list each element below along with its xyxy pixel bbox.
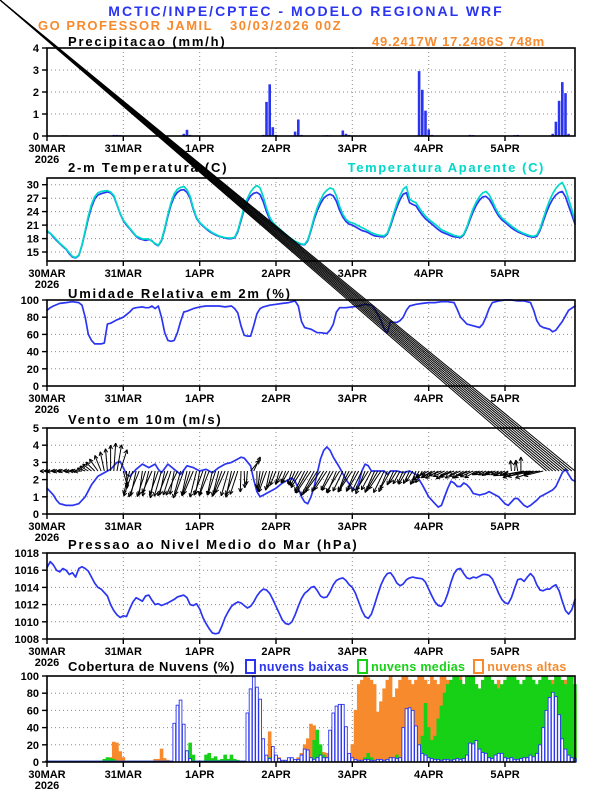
panel-rh-title: Umidade Relativa em 2m (%): [68, 286, 292, 301]
cloud-bar: [335, 706, 338, 762]
x-tick-label: 30MAR: [28, 769, 66, 781]
cloud-bar: [256, 687, 259, 762]
cloud-bar: [408, 708, 411, 762]
cloud-bar: [437, 719, 440, 762]
x-tick-label: 4APR: [414, 769, 444, 781]
cloud-bar: [383, 689, 386, 762]
cloud-bar: [536, 685, 539, 762]
series-aparente: [47, 183, 575, 258]
x-tick-label: 31MAR: [104, 769, 142, 781]
x-tick-label: 2APR: [261, 646, 291, 658]
station-coordinates: 49.2417W 17.2486S 748m: [372, 34, 545, 49]
cloud-bar: [354, 710, 357, 762]
x-tick-label: 31MAR: [104, 143, 142, 155]
y-tick-label: 1018: [14, 548, 39, 560]
wind-arrow-head: [175, 491, 176, 495]
cloud-bar: [265, 755, 268, 762]
y-tick-label: 24: [26, 206, 39, 219]
wind-arrow-head: [173, 494, 174, 498]
panel-wind-title: Vento em 10m (m/s): [68, 412, 223, 427]
precip-bar: [561, 82, 564, 136]
cloud-bar: [389, 676, 392, 762]
cloud-bar: [523, 680, 526, 762]
mid-clouds-legend-swatch: [357, 659, 368, 674]
x-tick-label: 3APR: [337, 143, 367, 155]
cloud-bar: [367, 678, 370, 762]
x-tick-label: 3APR: [337, 769, 367, 781]
cloud-bar: [116, 743, 119, 762]
precip-bar: [558, 101, 561, 136]
cloud-bar: [332, 713, 335, 762]
cloud-bar: [466, 676, 469, 762]
precip-bar: [272, 127, 275, 136]
cloud-bar: [532, 680, 535, 762]
cloud-bar: [303, 749, 306, 762]
cloud-bar: [373, 685, 376, 762]
x-tick-label: 1APR: [185, 521, 215, 533]
low-clouds-legend-label: nuvens baixas: [259, 659, 350, 674]
cloud-bar: [300, 755, 303, 762]
wind-arrow-head: [90, 459, 91, 463]
cloud-bar: [504, 680, 507, 762]
cloud-bar: [494, 685, 497, 762]
y-tick-label: 4: [32, 43, 39, 55]
cloud-bar: [475, 741, 478, 763]
wind-arrow-head: [508, 477, 512, 478]
clouds-legend: [245, 659, 567, 674]
wind-arrow-head: [127, 450, 128, 454]
y-tick-label: 1: [32, 109, 39, 121]
cloud-bar: [481, 680, 484, 762]
y-tick-label: 18: [26, 233, 39, 246]
series-mslp: [47, 562, 575, 634]
cloud-bar: [252, 677, 255, 762]
cloud-bar: [494, 755, 497, 762]
x-tick-label: 4APR: [414, 393, 444, 405]
cloud-bar: [453, 676, 456, 762]
y-tick-label: 1: [32, 491, 39, 504]
cloud-bar: [182, 724, 185, 762]
wind-arrow-head: [104, 449, 106, 453]
cloud-bar: [307, 750, 310, 762]
cloud-bar: [434, 736, 437, 762]
x-tick-label: 3APR: [337, 268, 367, 280]
cloud-bar: [485, 753, 488, 762]
x-tick-label: 30MAR: [28, 268, 66, 280]
cloud-bar: [275, 755, 278, 762]
wind-arrow-head: [122, 445, 123, 449]
cloud-bar: [262, 739, 265, 762]
wind-arrow-head: [287, 480, 288, 484]
wind-arrow: [230, 471, 238, 494]
cloud-bar: [516, 680, 519, 762]
cloud-bar: [462, 685, 465, 762]
precip-bar: [564, 93, 567, 136]
mid-clouds-legend-label: nuvens medias: [371, 659, 466, 674]
low-clouds-legend-swatch: [245, 659, 256, 674]
clouds-plot: [21, 671, 577, 792]
x-tick-label: 1APR: [185, 268, 215, 280]
wind-arrow-head: [482, 475, 486, 476]
x-tick-label: 4APR: [414, 143, 444, 155]
cloud-bar: [319, 755, 322, 762]
cloud-bar: [361, 680, 364, 762]
cloud-bar: [342, 704, 345, 762]
precip-bar: [424, 111, 427, 136]
wind-arrow: [199, 471, 206, 495]
cloud-bar: [338, 704, 341, 762]
cloud-bar: [160, 749, 163, 762]
temp-plot: [27, 178, 575, 291]
cloud-bar: [399, 680, 402, 762]
x-tick-label: 2APR: [261, 769, 291, 781]
x-axis-year-label: 2026: [34, 154, 60, 166]
x-tick-label: 31MAR: [104, 393, 142, 405]
y-tick-label: 60: [26, 705, 39, 718]
y-tick-label: 1008: [14, 634, 39, 646]
x-tick-label: 31MAR: [104, 646, 142, 658]
x-axis-year-label: 2026: [34, 532, 60, 544]
y-tick-label: 30: [26, 179, 39, 192]
cloud-bar: [497, 689, 500, 762]
cloud-bar: [561, 739, 564, 762]
cloud-bar: [440, 706, 443, 762]
y-tick-label: 4: [32, 440, 39, 453]
y-tick-label: 0: [32, 381, 39, 393]
precip-bar: [297, 120, 300, 137]
cloud-bar: [405, 709, 408, 762]
x-tick-label: 5APR: [490, 769, 520, 781]
x-tick-label: 3APR: [337, 521, 367, 533]
y-tick-label: 15: [26, 247, 39, 259]
wind-arrow-head: [154, 492, 155, 496]
cloud-bar: [119, 752, 122, 762]
x-tick-label: 30MAR: [28, 646, 66, 658]
y-tick-label: 20: [26, 363, 39, 376]
cloud-bar: [421, 753, 424, 762]
cloud-bar: [424, 755, 427, 762]
rh-plot: [21, 295, 575, 416]
cloud-bar: [345, 727, 348, 762]
precip-plot: [28, 43, 575, 166]
cloud-bar: [567, 755, 570, 762]
x-tick-label: 31MAR: [104, 521, 142, 533]
precip-bar: [265, 102, 268, 136]
x-axis-year-label: 2026: [34, 279, 60, 291]
y-tick-label: 40: [26, 346, 39, 359]
cloud-bar: [472, 744, 475, 762]
x-axis-year-label: 2026: [34, 657, 60, 669]
cloud-bar: [507, 676, 510, 762]
y-tick-label: 100: [20, 671, 39, 683]
x-tick-label: 5APR: [490, 143, 520, 155]
cloud-bar: [415, 726, 418, 762]
x-tick-label: 4APR: [414, 646, 444, 658]
cloud-bar: [526, 676, 529, 762]
cloud-bar: [529, 755, 532, 762]
x-tick-label: 1APR: [185, 769, 215, 781]
y-tick-label: 60: [26, 329, 39, 342]
wind-arrow: [173, 471, 180, 498]
series-rh2m: [47, 300, 575, 344]
high-clouds-legend-label: nuvens altas: [487, 659, 567, 674]
y-tick-label: 1014: [14, 582, 39, 595]
cloud-bar: [357, 685, 360, 762]
station-name: GO PROFESSOR JAMIL: [38, 18, 214, 33]
cloud-bar: [313, 741, 316, 763]
x-tick-label: 30MAR: [28, 393, 66, 405]
cloud-bar: [348, 753, 351, 762]
cloud-bar: [310, 724, 313, 762]
wind-arrow: [142, 471, 152, 493]
wind-arrow-head: [99, 452, 100, 456]
panel-pressure-title: Pressao ao Nivel Medio do Mar (hPa): [68, 537, 359, 552]
y-tick-label: 0: [32, 757, 39, 769]
x-tick-label: 1APR: [185, 393, 215, 405]
x-tick-label: 5APR: [490, 393, 520, 405]
x-tick-label: 31MAR: [104, 268, 142, 280]
cloud-bar: [370, 680, 373, 762]
panel-precip-title: Precipitacao (mm/h): [68, 34, 227, 49]
plot-frame: [47, 300, 575, 386]
wind-arrow: [244, 471, 245, 488]
cloud-bar: [481, 753, 484, 763]
cloud-bar: [513, 676, 516, 762]
cloud-bar: [466, 755, 469, 762]
x-tick-label: 30MAR: [28, 521, 66, 533]
y-tick-label: 20: [26, 739, 39, 752]
y-tick-label: 0: [32, 131, 39, 143]
panel-temp-title: 2-m Temperatura (C): [68, 160, 229, 175]
x-tick-label: 5APR: [490, 646, 520, 658]
cloud-bar: [567, 676, 570, 762]
cloud-bar: [376, 712, 379, 762]
panel-clouds-title: Cobertura de Nuvens (%): [68, 659, 235, 674]
plot-frame: [47, 553, 575, 639]
cloud-bar: [329, 730, 332, 762]
wind-arrow-head: [436, 478, 440, 479]
cloud-bar: [179, 700, 182, 762]
cloud-bar: [392, 698, 395, 763]
cloud-bar: [555, 697, 558, 762]
cloud-bar: [545, 710, 548, 762]
wind-arrow-head: [509, 460, 511, 464]
x-tick-label: 2APR: [261, 393, 291, 405]
y-tick-label: 1012: [14, 599, 39, 612]
wind-arrow: [240, 471, 241, 492]
wind-arrow-head: [413, 479, 417, 480]
cloud-bar: [364, 676, 367, 762]
cloud-bar: [418, 745, 421, 762]
wind-arrow: [117, 445, 122, 471]
cloud-bar: [536, 753, 539, 762]
cloud-bar: [249, 689, 252, 762]
y-tick-label: 1010: [14, 616, 39, 629]
cloud-bar: [497, 753, 500, 762]
run-datetime: 30/03/2026 00Z: [230, 18, 343, 33]
cloud-bar: [558, 715, 561, 762]
wind-arrow: [114, 443, 116, 471]
y-tick-label: 3: [32, 65, 39, 77]
x-tick-label: 5APR: [490, 521, 520, 533]
x-tick-label: 2APR: [261, 521, 291, 533]
x-axis-year-label: 2026: [34, 404, 60, 416]
y-tick-label: 5: [32, 423, 39, 435]
cloud-bar: [469, 743, 472, 762]
cloud-bar: [272, 747, 275, 763]
cloud-bar: [520, 685, 523, 762]
apparent-temp-legend: Temperatura Aparente (C): [347, 160, 545, 175]
x-tick-label: 2APR: [261, 268, 291, 280]
x-tick-label: 4APR: [414, 521, 444, 533]
cloud-bar: [316, 730, 319, 762]
y-tick-label: 27: [26, 193, 39, 206]
cloud-bar: [501, 685, 504, 762]
cloud-bar: [491, 680, 494, 762]
precip-bar: [186, 130, 189, 136]
precip-bar: [268, 84, 271, 136]
x-tick-label: 1APR: [185, 143, 215, 155]
x-tick-label: 2APR: [261, 143, 291, 155]
cloud-bar: [173, 723, 176, 762]
cloud-bar: [402, 728, 405, 762]
x-axis-year-label: 2026: [34, 780, 60, 792]
x-tick-label: 30MAR: [28, 143, 66, 155]
y-tick-label: 2: [32, 87, 39, 99]
precip-bar: [418, 71, 421, 136]
x-tick-label: 5APR: [490, 268, 520, 280]
wind-arrow-head: [123, 492, 124, 496]
high-clouds-legend-swatch: [473, 659, 484, 674]
cloud-bar: [501, 753, 504, 762]
cloud-bar: [443, 693, 446, 762]
cloud-bar: [564, 749, 567, 762]
cloud-bar: [510, 676, 513, 762]
cloud-bar: [571, 676, 574, 762]
cloud-bar: [485, 676, 488, 762]
model-title: MCTIC/INPE/CPTEC - MODELO REGIONAL WRF: [108, 3, 504, 19]
y-tick-label: 80: [26, 312, 39, 325]
cloud-bar: [542, 728, 545, 762]
pres-plot: [15, 548, 575, 669]
wind-arrow: [322, 471, 333, 490]
wind-arrow-head: [503, 478, 507, 479]
cloud-bar: [488, 676, 491, 762]
cloud-bar: [396, 689, 399, 762]
cloud-bar: [548, 698, 551, 763]
x-tick-label: 3APR: [337, 646, 367, 658]
precip-bar: [427, 129, 430, 136]
wind-arrow-head: [516, 478, 520, 479]
y-tick-label: 100: [20, 295, 39, 307]
cloud-bar: [459, 680, 462, 762]
cloud-bar: [551, 692, 554, 762]
wind-arrow-head: [524, 476, 528, 477]
cloud-bar: [446, 685, 449, 762]
cloud-bar: [478, 749, 481, 762]
x-tick-label: 3APR: [337, 393, 367, 405]
plot-frame: [47, 178, 575, 261]
x-tick-label: 1APR: [185, 646, 215, 658]
cloud-bar: [529, 676, 532, 762]
cloud-bar: [176, 705, 179, 762]
wind-arrow: [163, 471, 171, 495]
x-tick-label: 4APR: [414, 268, 444, 280]
cloud-bar: [450, 680, 453, 762]
cloud-bar: [456, 676, 459, 762]
precip-bar: [555, 122, 558, 136]
cloud-bar: [380, 702, 383, 762]
y-tick-label: 40: [26, 722, 39, 735]
y-tick-label: 21: [26, 220, 39, 233]
cloud-bar: [259, 699, 262, 762]
precip-bar: [421, 90, 424, 136]
cloud-bar: [246, 713, 249, 762]
y-tick-label: 1016: [14, 565, 39, 578]
y-tick-label: 2: [32, 474, 39, 487]
cloud-bar: [539, 745, 542, 762]
y-tick-label: 80: [26, 688, 39, 701]
cloud-bar: [424, 704, 427, 763]
cloud-bar: [186, 751, 189, 762]
cloud-bar: [411, 710, 414, 762]
precip-bar: [342, 131, 345, 137]
y-tick-label: 0: [32, 509, 39, 521]
cloud-bar: [427, 728, 430, 762]
cloud-bar: [386, 680, 389, 762]
y-tick-label: 3: [32, 457, 39, 470]
